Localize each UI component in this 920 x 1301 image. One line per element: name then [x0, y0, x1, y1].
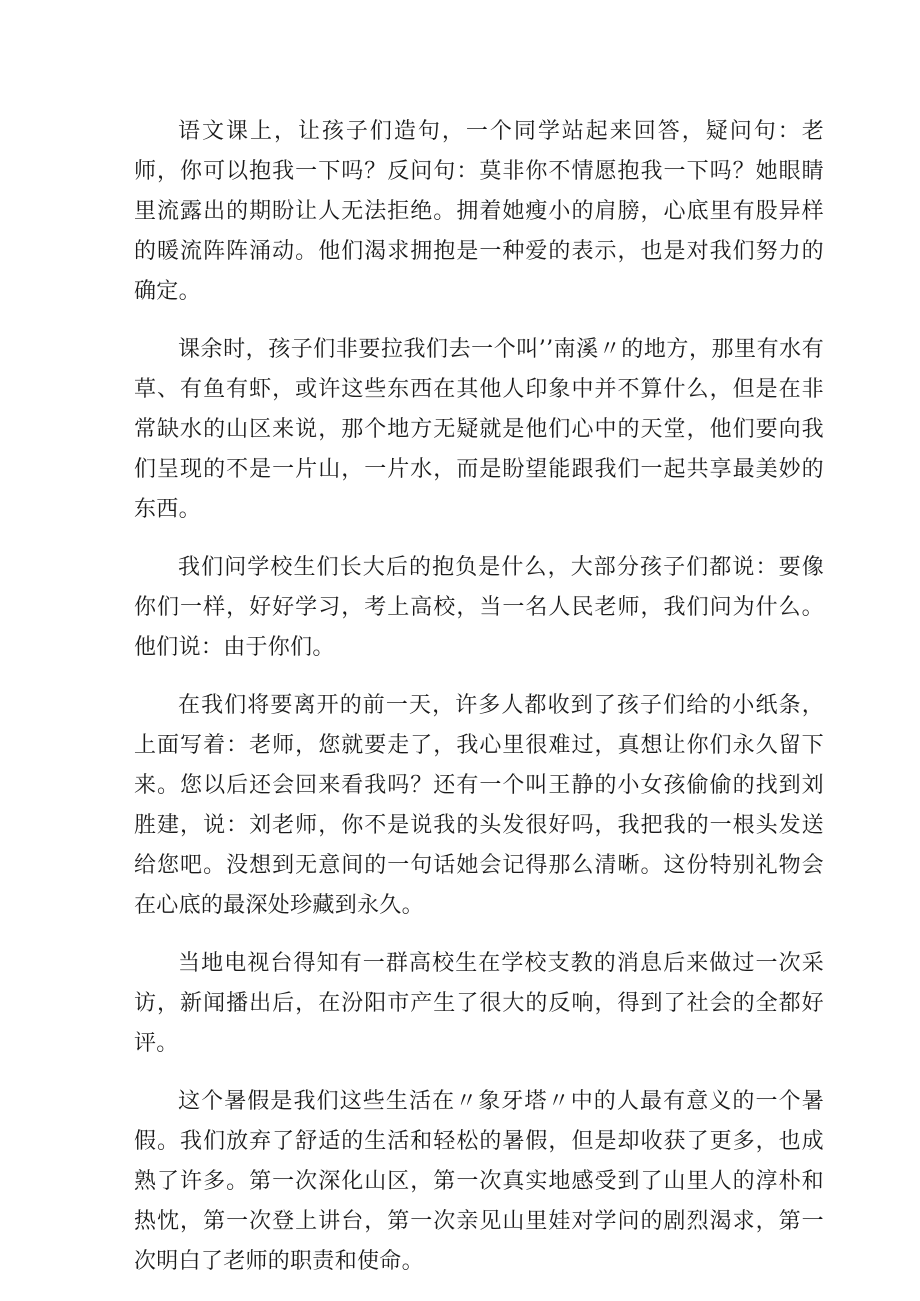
- document-body: [134, 112, 824, 1282]
- paragraph-classroom-hug: 语文课上，让孩子们造句，一个同学站起来回答，疑问句：老师，你可以抱我一下吗？反问句：莫非你不情愿抱我一下吗？她眼睛里流露出的期盼让人无法拒绝。拥着她瘦小的肩膀，心底里有股异样的暖流阵阵涌动。他们渴求拥抱是一种爱的表示，也是对我们努力的确定。: [134, 119, 824, 304]
- paragraph-tv-interview: 当地电视台得知有一群高校生在学校支教的消息后来做过一次采访，新闻播出后，在汾阳市产生了很大的反响，得到了社会的全都好评。: [134, 951, 824, 1056]
- paragraph-summer-reflection: 这个暑假是我们这些生活在〃象牙塔〃中的人最有意义的一个暑假。我们放弃了舒适的生活和轻松的暑假，但是却收获了更多，也成熟了许多。第一次深化山区，第一次真实地感受到了山里人的淳朴和热忱，第一次登上讲台，第一次亲见山里娃对学问的剧烈渴求，第一次明白了老师的职责和使命。: [134, 1089, 824, 1274]
- paragraph-farewell-notes: 在我们将要离开的前一天，许多人都收到了孩子们给的小纸条，上面写着：老师，您就要走了，我心里很难过，真想让你们永久留下来。您以后还会回来看我吗？还有一个叫王静的小女孩偷偷的找到刘胜建，说：刘老师，你不是说我的头发很好吗，我把我的一根头发送给您吧。没想到无意间的一句话她会记得那么清晰。这份特别礼物会在心底的最深处珍藏到永久。: [134, 693, 824, 918]
- paragraph-student-ambitions: 我们问学校生们长大后的抱负是什么，大部分孩子们都说：要像你们一样，好好学习，考上高校，当一名人民老师，我们问为什么。他们说：由于你们。: [134, 555, 824, 660]
- paragraph-nanxi-visit: 课余时，孩子们非要拉我们去一个叫’’南溪〃的地方，那里有水有草、有鱼有虾，或许这些东西在其他人印象中并不算什么，但是在非常缺水的山区来说，那个地方无疑就是他们心中的天堂，他们要向我们呈现的不是一片山，一片水，而是盼望能跟我们一起共享最美妙的东西。: [134, 337, 824, 522]
